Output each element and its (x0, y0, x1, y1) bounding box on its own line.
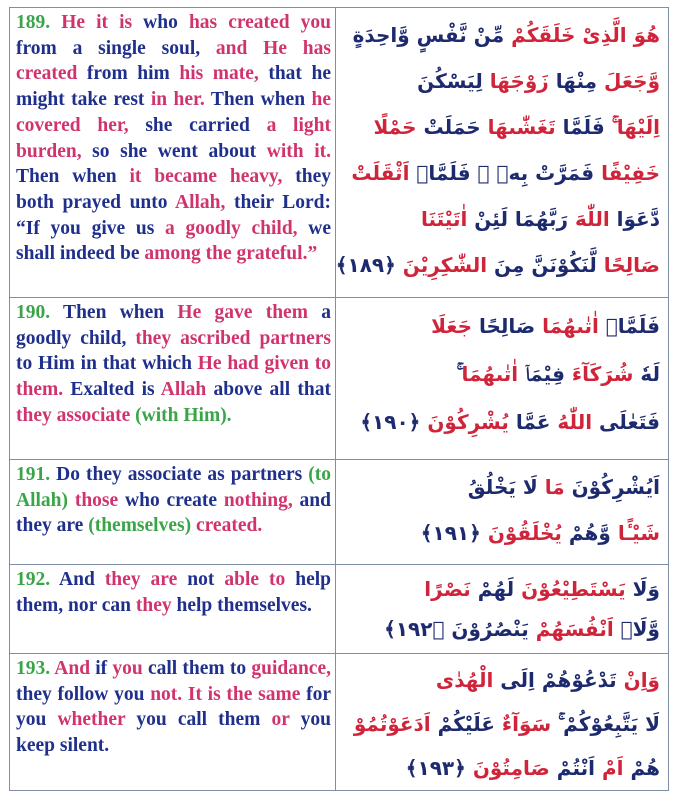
verse-table (9, 7, 669, 791)
english-translation (16, 656, 331, 759)
translation-phrase: above all that (213, 379, 331, 401)
translation-phrase: help themselves. (176, 594, 312, 616)
arabic-phrase: تَدْعُوْهُمْ اِلَى (493, 668, 617, 692)
arabic-phrase: عَمَّا (508, 410, 551, 434)
arabic-line (342, 104, 660, 150)
verse-row-192 (10, 564, 668, 654)
arabic-phrase: ﴿١٩١﴾ (420, 521, 488, 545)
translation-phrase: a goodly child, (16, 302, 331, 349)
translation-phrase: Do they associate as partners (50, 464, 309, 485)
translation-phrase: Allah, (175, 191, 234, 213)
translation-phrase: they follow you (16, 683, 151, 705)
arabic-phrase: عَلَيْكُمْ (430, 712, 495, 736)
translation-phrase: a goodly child, (165, 217, 309, 239)
arabic-cell (336, 460, 668, 565)
arabic-phrase: اَيُشْرِكُوْنَ (564, 475, 660, 499)
translation-phrase: they both prayed unto (16, 166, 332, 213)
translation-phrase: And (50, 569, 105, 590)
arabic-phrase: ﴿١٩٢﴾ (384, 617, 452, 641)
translation-phrase: you keep silent. (16, 709, 331, 757)
translation-phrase: she carried (145, 114, 267, 136)
arabic-phrase: اَدَعَوْتُمُوْ (353, 712, 431, 736)
arabic-phrase: مِّنْ نَّفْسٍ وَّاحِدَةٍ (352, 23, 505, 47)
arabic-cell (336, 565, 668, 654)
arabic-line (342, 464, 660, 510)
translation-phrase: (themselves) (88, 515, 196, 537)
arabic-line (342, 569, 660, 609)
translation-phrase: among the grateful.” (144, 243, 318, 265)
arabic-line (342, 196, 660, 242)
translation-phrase: their Lord: “If you give us (16, 191, 332, 239)
arabic-phrase: فَلَمَّاۤ (598, 314, 660, 338)
arabic-line (342, 350, 660, 398)
arabic-phrase: ﴿١٩٣﴾ (405, 756, 473, 780)
arabic-line (342, 702, 660, 746)
arabic-phrase: لَا يَتَّبِعُوْكُمْ ۚ (551, 712, 660, 736)
arabic-phrase: يَسْتَطِيْعُوْنَ (514, 577, 626, 601)
arabic-line (342, 510, 660, 556)
verse-number: 190. (16, 302, 51, 323)
arabic-phrase: مَا (537, 475, 565, 499)
translation-phrase: to Him in that which (16, 353, 198, 375)
arabic-phrase: جَعَلَا (431, 314, 472, 338)
arabic-phrase: وَّهُمْ (561, 521, 611, 545)
translation-phrase: Then when (210, 89, 312, 111)
verse-row-193 (10, 653, 668, 791)
english-cell (10, 8, 336, 297)
translation-phrase: you (300, 12, 331, 33)
translation-phrase: He gave them (177, 302, 322, 323)
arabic-phrase: نَصْرًا (424, 577, 471, 601)
translation-phrase: He had given to them. (16, 353, 331, 401)
translation-phrase: we shall indeed be (16, 217, 332, 265)
translation-phrase: or (271, 709, 301, 731)
translation-phrase: they ascribed partners (135, 327, 331, 349)
arabic-phrase: اَثْقَلَتْ (351, 161, 410, 185)
arabic-phrase: زَوْجَهَا (482, 69, 549, 93)
arabic-phrase: رَبَّهُمَا لَئِنْ (467, 207, 569, 231)
arabic-phrase: حَمْلًا (373, 115, 417, 139)
translation-phrase: Exalted is (70, 379, 161, 401)
arabic-line (342, 658, 660, 702)
arabic-phrase: فِيْمَاۤ (518, 362, 565, 386)
arabic-phrase: اَنْتُمْ (549, 756, 595, 780)
arabic-phrase: صَامِتُوْنَ (472, 756, 550, 780)
translation-phrase: you call them (136, 709, 272, 731)
arabic-phrase: دَّعَوَا (609, 207, 660, 231)
translation-phrase: able to (224, 569, 296, 590)
translation-phrase: not. It is the same (150, 683, 307, 705)
arabic-phrase: هُمْ (623, 756, 660, 780)
translation-phrase: for you (16, 683, 331, 731)
verse-number: 192. (16, 569, 51, 590)
translation-phrase: they (135, 594, 177, 616)
arabic-phrase: خَفِيْفًا (594, 161, 660, 185)
arabic-phrase: لِيَسْكُنَ (417, 69, 483, 93)
arabic-phrase: يَنْصُرُوْنَ (451, 617, 529, 641)
arabic-line (342, 609, 660, 649)
translation-phrase: created. (195, 515, 263, 537)
english-cell (10, 298, 336, 460)
translation-phrase: and He has created (16, 37, 331, 85)
arabic-line (342, 746, 660, 790)
translation-phrase: they associate (16, 404, 136, 426)
arabic-line (342, 302, 660, 350)
arabic-phrase: اٰتَيْتَنَا (420, 207, 468, 231)
translation-phrase: those (74, 489, 126, 511)
verse-row-190 (10, 297, 668, 460)
translation-phrase: that he might take rest (16, 63, 331, 111)
translation-phrase: it became heavy, (129, 166, 296, 188)
translation-phrase: whether (57, 709, 137, 731)
arabic-phrase: وَلَا (625, 577, 660, 601)
arabic-phrase: لَا يَخْلُقُ (467, 475, 538, 499)
translation-phrase: so she went about (92, 140, 267, 162)
arabic-phrase: اَنْفُسَهُمْ (528, 617, 614, 641)
arabic-phrase: صَالِحًا (471, 314, 536, 338)
arabic-phrase: يُشْرِكُوْنَ (427, 410, 509, 434)
translation-phrase: from him (86, 63, 180, 85)
translation-phrase: And (50, 658, 96, 679)
arabic-phrase: اللّٰهُ (550, 410, 593, 434)
english-cell (10, 460, 336, 565)
arabic-cell (336, 8, 668, 297)
arabic-phrase: الشّٰكِرِيْنَ (402, 253, 488, 277)
english-translation (16, 567, 331, 618)
translation-phrase: who (143, 12, 189, 33)
arabic-phrase: وَّلَاۤ (613, 617, 660, 641)
translation-phrase: (with Him). (135, 404, 232, 426)
translation-phrase: Then when (50, 302, 178, 323)
arabic-phrase: الْهُدٰى (435, 668, 494, 692)
arabic-line (342, 398, 660, 446)
arabic-phrase: يُخْلَقُوْنَ (487, 521, 562, 545)
translation-phrase: who create (125, 489, 224, 511)
translation-phrase: with it. (266, 140, 331, 162)
arabic-cell (336, 298, 668, 460)
arabic-line (342, 12, 660, 58)
arabic-phrase: فَمَرَّتْ بِهٖ ۚ فَلَمَّاۤ (409, 161, 595, 185)
arabic-phrase: ﴿١٨٩﴾ (335, 253, 403, 277)
arabic-phrase: حَمَلَتْ (416, 115, 481, 139)
english-cell (10, 654, 336, 791)
english-cell (10, 565, 336, 654)
verse-row-191 (10, 459, 668, 565)
arabic-phrase: اٰتٰىهُمَا (461, 362, 519, 386)
arabic-phrase: اٰتٰىهُمَا (535, 314, 599, 338)
translation-phrase: not (187, 569, 225, 590)
english-translation (16, 300, 331, 429)
arabic-phrase: شُرَكَآءَ (564, 362, 634, 386)
translation-phrase: help them, nor can (16, 569, 332, 616)
translation-phrase: in her. (150, 89, 211, 111)
verse-number: 193. (16, 658, 51, 679)
arabic-line (335, 242, 660, 288)
translation-phrase: and they are (16, 489, 331, 537)
translation-phrase: Allah (160, 379, 214, 401)
translation-phrase: his mate, (179, 63, 269, 85)
arabic-phrase: سَوَآءٌ (494, 712, 552, 736)
translation-phrase: you (112, 658, 148, 679)
arabic-phrase: هُوَ الَّذِىْ خَلَقَكُمْ (504, 23, 660, 47)
arabic-phrase: فَتَعٰلَى (592, 410, 660, 434)
arabic-phrase: لَّنَكُوْنَنَّ مِنَ (487, 253, 597, 277)
arabic-phrase: شَيْـًٔا (610, 521, 660, 545)
translation-phrase: they are (104, 569, 188, 590)
translation-phrase: (to Allah) (16, 464, 331, 511)
translation-phrase: he covered her, (16, 89, 331, 136)
arabic-phrase: اِلَيْهَا (611, 115, 660, 139)
arabic-cell (336, 654, 668, 791)
verse-number: 191. (16, 464, 51, 485)
translation-phrase: call them to (147, 658, 252, 679)
translation-phrase: has created (188, 12, 301, 33)
arabic-phrase: ۚ فَلَمَّا (555, 115, 612, 139)
english-translation (16, 462, 331, 539)
arabic-phrase: ﴿١٩٠﴾ (360, 410, 428, 434)
verse-row-189 (10, 8, 668, 297)
english-translation (16, 10, 331, 267)
arabic-phrase: اَمْ (595, 756, 624, 780)
arabic-phrase: لَهٗ (633, 362, 660, 386)
translation-phrase: guidance, (251, 658, 331, 679)
arabic-phrase: وَّجَعَلَ (597, 69, 660, 93)
arabic-phrase: اللّٰهَ (568, 207, 610, 231)
arabic-phrase: مِنْهَا (548, 69, 598, 93)
translation-phrase: He it is (50, 12, 144, 33)
arabic-phrase: لَهُمْ (470, 577, 515, 601)
arabic-phrase: صَالِحًا (596, 253, 660, 277)
translation-phrase: nothing, (223, 489, 300, 511)
arabic-line (342, 150, 660, 196)
arabic-line (342, 58, 660, 104)
arabic-phrase: تَغَشّٰىهَا (480, 115, 556, 139)
arabic-phrase: وَاِنْ (616, 668, 660, 692)
translation-phrase: a light burden, (16, 114, 331, 162)
translation-phrase: if (95, 658, 113, 679)
translation-phrase: from a single soul, (16, 37, 216, 59)
translation-phrase: Then when (16, 166, 130, 188)
arabic-phrase: ۚ (456, 362, 462, 386)
verse-number: 189. (16, 12, 51, 33)
